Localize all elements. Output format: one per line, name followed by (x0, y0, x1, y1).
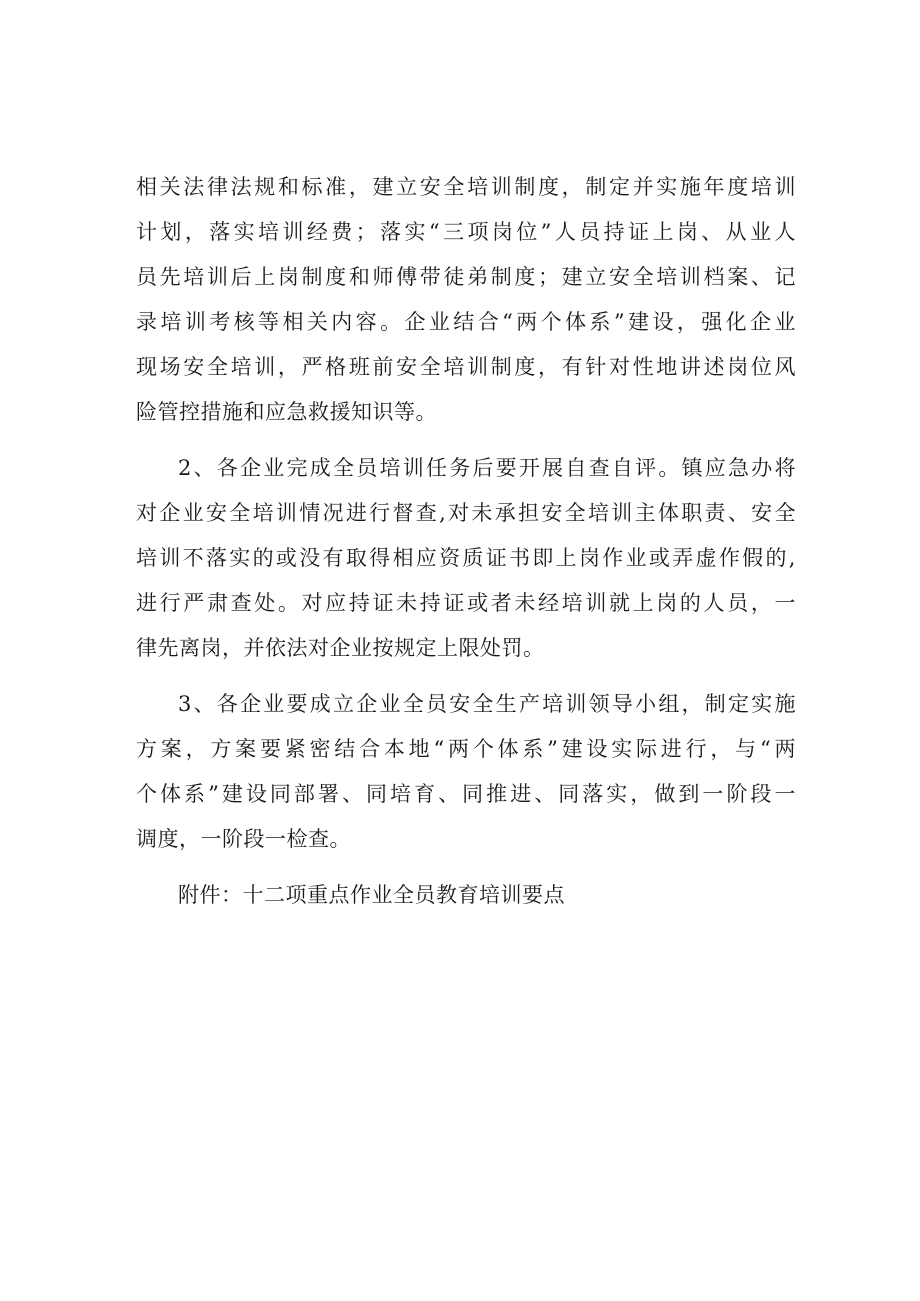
paragraph2-line-2: 对企业安全培训情况进行督查,对未承担安全培训主体职责、安全 (136, 501, 796, 525)
paragraph1-line-6: 险管控措施和应急救援知识等。 (136, 400, 437, 424)
attachment-line: 附件：十二项重点作业全员教育培训要点 (178, 883, 565, 907)
paragraph2-line-1: 2、各企业完成全员培训任务后要开展自查自评。镇应急办将 (178, 456, 796, 480)
paragraph3-line-2: 方案，方案要紧密结合本地“两个体系”建设实际进行，与“两 (136, 737, 796, 761)
paragraph2-line-5: 律先离岗，并依法对企业按规定上限处罚。 (136, 636, 545, 660)
paragraph3-line-3: 个体系”建设同部署、同培育、同推进、同落实，做到一阶段一 (136, 782, 796, 806)
paragraph1-line-4: 录培训考核等相关内容。企业结合“两个体系”建设，强化企业 (136, 310, 796, 334)
paragraph3-line-4: 调度，一阶段一检查。 (136, 827, 351, 851)
paragraph1-line-1: 相关法律法规和标准，建立安全培训制度，制定并实施年度培训 (136, 175, 796, 199)
paragraph3-line-1: 3、各企业要成立企业全员安全生产培训领导小组，制定实施 (178, 692, 796, 716)
paragraph1-line-5: 现场安全培训，严格班前安全培训制度，有针对性地讲述岗位风 (136, 355, 796, 379)
paragraph1-line-2: 计划，落实培训经费；落实“三项岗位”人员持证上岗、从业人 (136, 220, 796, 244)
paragraph2-line-4: 进行严肃查处。对应持证未持证或者未经培训就上岗的人员，一 (136, 591, 796, 615)
paragraph1-line-3: 员先培训后上岗制度和师傅带徒弟制度；建立安全培训档案、记 (136, 265, 796, 289)
paragraph2-line-3: 培训不落实的或没有取得相应资质证书即上岗作业或弄虚作假的, (136, 546, 796, 570)
